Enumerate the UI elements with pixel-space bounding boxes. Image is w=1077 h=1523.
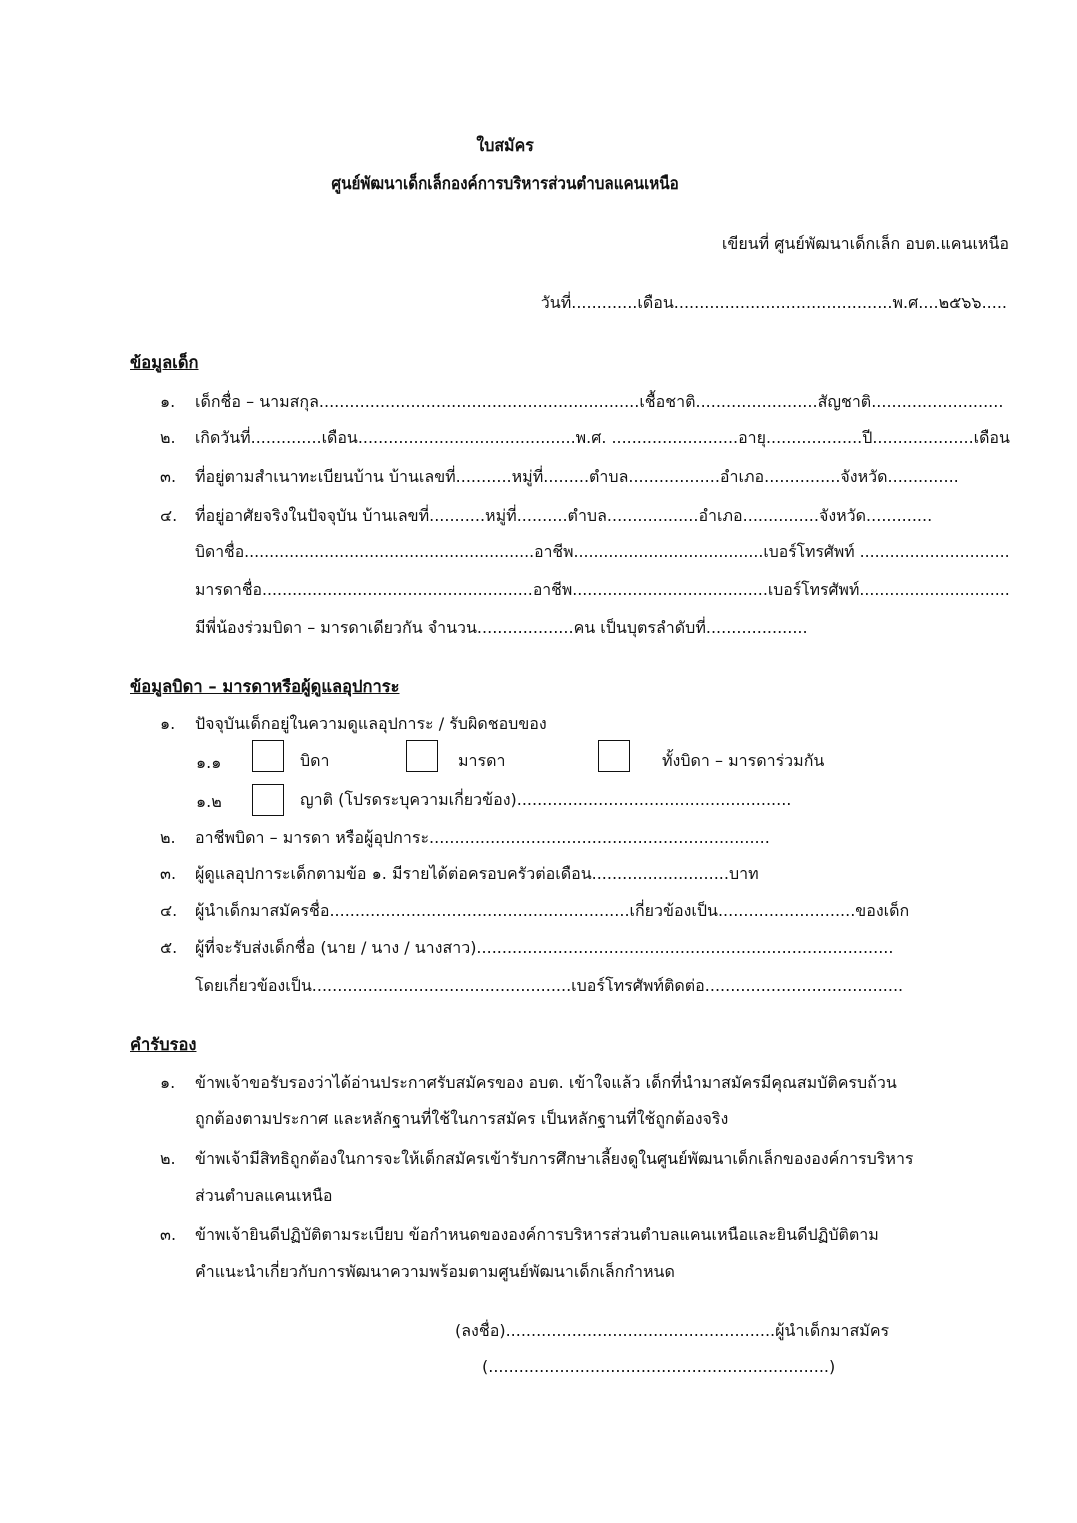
date-line: วันที่.............เดือน...........................................พ.ศ....๒๕๖๖..... xyxy=(540,293,1007,312)
parent-occupation-field[interactable]: อาชีพบิดา – มารดา หรือผู้อุปการะ................................................................... xyxy=(195,828,770,847)
guardian-question: ปัจจุบันเด็กอยู่ในความดูแลอุปการะ / รับผิดชอบของ xyxy=(195,714,547,733)
sub-item-number: ๑.๑ xyxy=(196,753,222,772)
siblings-field[interactable]: มีพี่น้องร่วมบิดา – มารดาเดียวกัน จำนวน...................คน เป็นบุตรลำดับที่.................... xyxy=(195,618,808,637)
parent-item-1 xyxy=(160,713,547,735)
certify-section-heading: คำรับรอง xyxy=(130,1035,197,1054)
form-title: ใบสมัคร xyxy=(476,136,534,156)
item-number: ๑. xyxy=(160,1073,176,1092)
parent-item-5 xyxy=(160,937,893,959)
child-name-field[interactable]: เด็กชื่อ – นามสกุล...............................................................เชื้อชาติ........................สัญชาติ.......................... xyxy=(195,392,1004,411)
mother-checkbox[interactable] xyxy=(406,740,438,772)
pickup-relation-field[interactable]: โดยเกี่ยวข้องเป็น...................................................เบอร์โทรศัพท์ติดต่อ....................................... xyxy=(195,976,904,995)
item-number: ๑. xyxy=(160,714,176,733)
parent-item-4 xyxy=(160,900,909,922)
child-item-1 xyxy=(160,391,1003,413)
certify-text: ข้าพเจ้าขอรับรองว่าได้อ่านประกาศรับสมัครของ อบต. เข้าใจแล้ว เด็กที่นำมาสมัครมีคุณสมบัติครบถ้วน xyxy=(195,1073,897,1092)
item-number: ๓. xyxy=(160,1225,177,1244)
signature-field[interactable]: (ลงชื่อ).....................................................ผู้นำเด็กมาสมัคร xyxy=(455,1321,890,1340)
applicant-name-field[interactable]: ผู้นำเด็กมาสมัครชื่อ...........................................................เกี่ยวข้องเป็น...........................ของเด็ก xyxy=(195,901,910,920)
item-number: ๒. xyxy=(160,428,176,447)
registered-address-field[interactable]: ที่อยู่ตามสำเนาทะเบียนบ้าน บ้านเลขที่...........หมู่ที่.........ตำบล..................อำเภอ...............จังหวัด.............. xyxy=(195,467,959,486)
parent-item-3 xyxy=(160,863,759,885)
certify-item-1 xyxy=(160,1072,897,1094)
child-item-2 xyxy=(160,427,1010,449)
parent-section-heading: ข้อมูลบิดา – มารดาหรือผู้ดูแลอุปการะ xyxy=(130,677,400,696)
both-parents-option-label: ทั้งบิดา – มารดาร่วมกัน xyxy=(662,751,825,770)
item-number: ๓. xyxy=(160,467,177,486)
item-number: ๑. xyxy=(160,392,176,411)
parent-item-2 xyxy=(160,827,770,849)
father-checkbox[interactable] xyxy=(252,740,284,772)
child-item-4 xyxy=(160,505,932,527)
sub-item-number: ๑.๒ xyxy=(196,792,222,811)
father-info-field[interactable]: บิดาชื่อ..........................................................อาชีพ......................................เบอร์โทรศัพท์ .............................. xyxy=(195,542,1010,561)
current-address-field[interactable]: ที่อยู่อาศัยจริงในปัจจุบัน บ้านเลขที่...........หมู่ที่..........ตำบล..................อำเภอ...............จังหวัด............. xyxy=(195,506,933,525)
certify-text-continued: ส่วนตำบลแคนเหนือ xyxy=(195,1186,333,1205)
mother-info-field[interactable]: มารดาชื่อ......................................................อาชีพ.......................................เบอร์โทรศัพท์.............................. xyxy=(195,580,1010,599)
form-subtitle: ศูนย์พัฒนาเด็กเล็กองค์การบริหารส่วนตำบลแคนเหนือ xyxy=(331,174,679,194)
certify-text-continued: ถูกต้องตามประกาศ และหลักฐานที่ใช้ในการสมัคร เป็นหลักฐานที่ใช้ถูกต้องจริง xyxy=(195,1109,729,1128)
certify-text: ข้าพเจ้ามีสิทธิถูกต้องในการจะให้เด็กสมัครเข้ารับการศึกษาเลี้ยงดูในศูนย์พัฒนาเด็กเล็กขององค์การบริหาร xyxy=(195,1149,914,1168)
mother-option-label: มารดา xyxy=(458,751,506,770)
certify-text: ข้าพเจ้ายินดีปฏิบัติตามระเบียบ ข้อกำหนดขององค์การบริหารส่วนตำบลแคนเหนือและยินดีปฏิบัติตาม xyxy=(195,1225,879,1244)
item-number: ๔. xyxy=(160,506,178,525)
certify-text-continued: คำแนะนำเกี่ยวกับการพัฒนาความพร้อมตามศูนย์พัฒนาเด็กเล็กกำหนด xyxy=(195,1262,675,1281)
family-income-field[interactable]: ผู้ดูแลอุปการะเด็กตามข้อ ๑. มีรายได้ต่อครอบครัวต่อเดือน...........................บาท xyxy=(195,864,759,883)
certify-item-2 xyxy=(160,1148,914,1170)
item-number: ๓. xyxy=(160,864,177,883)
relative-option-field[interactable]: ญาติ (โปรดระบุความเกี่ยวข้อง)...................................................... xyxy=(300,790,792,809)
child-item-3 xyxy=(160,466,959,488)
both-parents-checkbox[interactable] xyxy=(598,740,630,772)
item-number: ๕. xyxy=(160,938,178,957)
item-number: ๒. xyxy=(160,1149,176,1168)
father-option-label: บิดา xyxy=(300,751,330,770)
item-number: ๔. xyxy=(160,901,178,920)
birth-date-field[interactable]: เกิดวันที่..............เดือน...........................................พ.ศ. .........................อายุ...................ปี....................เดือน xyxy=(194,428,1010,447)
pickup-person-field[interactable]: ผู้ที่จะรับส่งเด็กชื่อ (นาย / นาง / นางสาว).................................................................................. xyxy=(195,938,894,957)
certify-item-3 xyxy=(160,1224,879,1246)
relative-checkbox[interactable] xyxy=(252,784,284,816)
printed-name-field[interactable]: (...................................................................) xyxy=(482,1357,836,1376)
child-section-heading: ข้อมูลเด็ก xyxy=(130,353,199,372)
item-number: ๒. xyxy=(160,828,176,847)
written-at: เขียนที่ ศูนย์พัฒนาเด็กเล็ก อบต.แคนเหนือ xyxy=(721,234,1009,253)
